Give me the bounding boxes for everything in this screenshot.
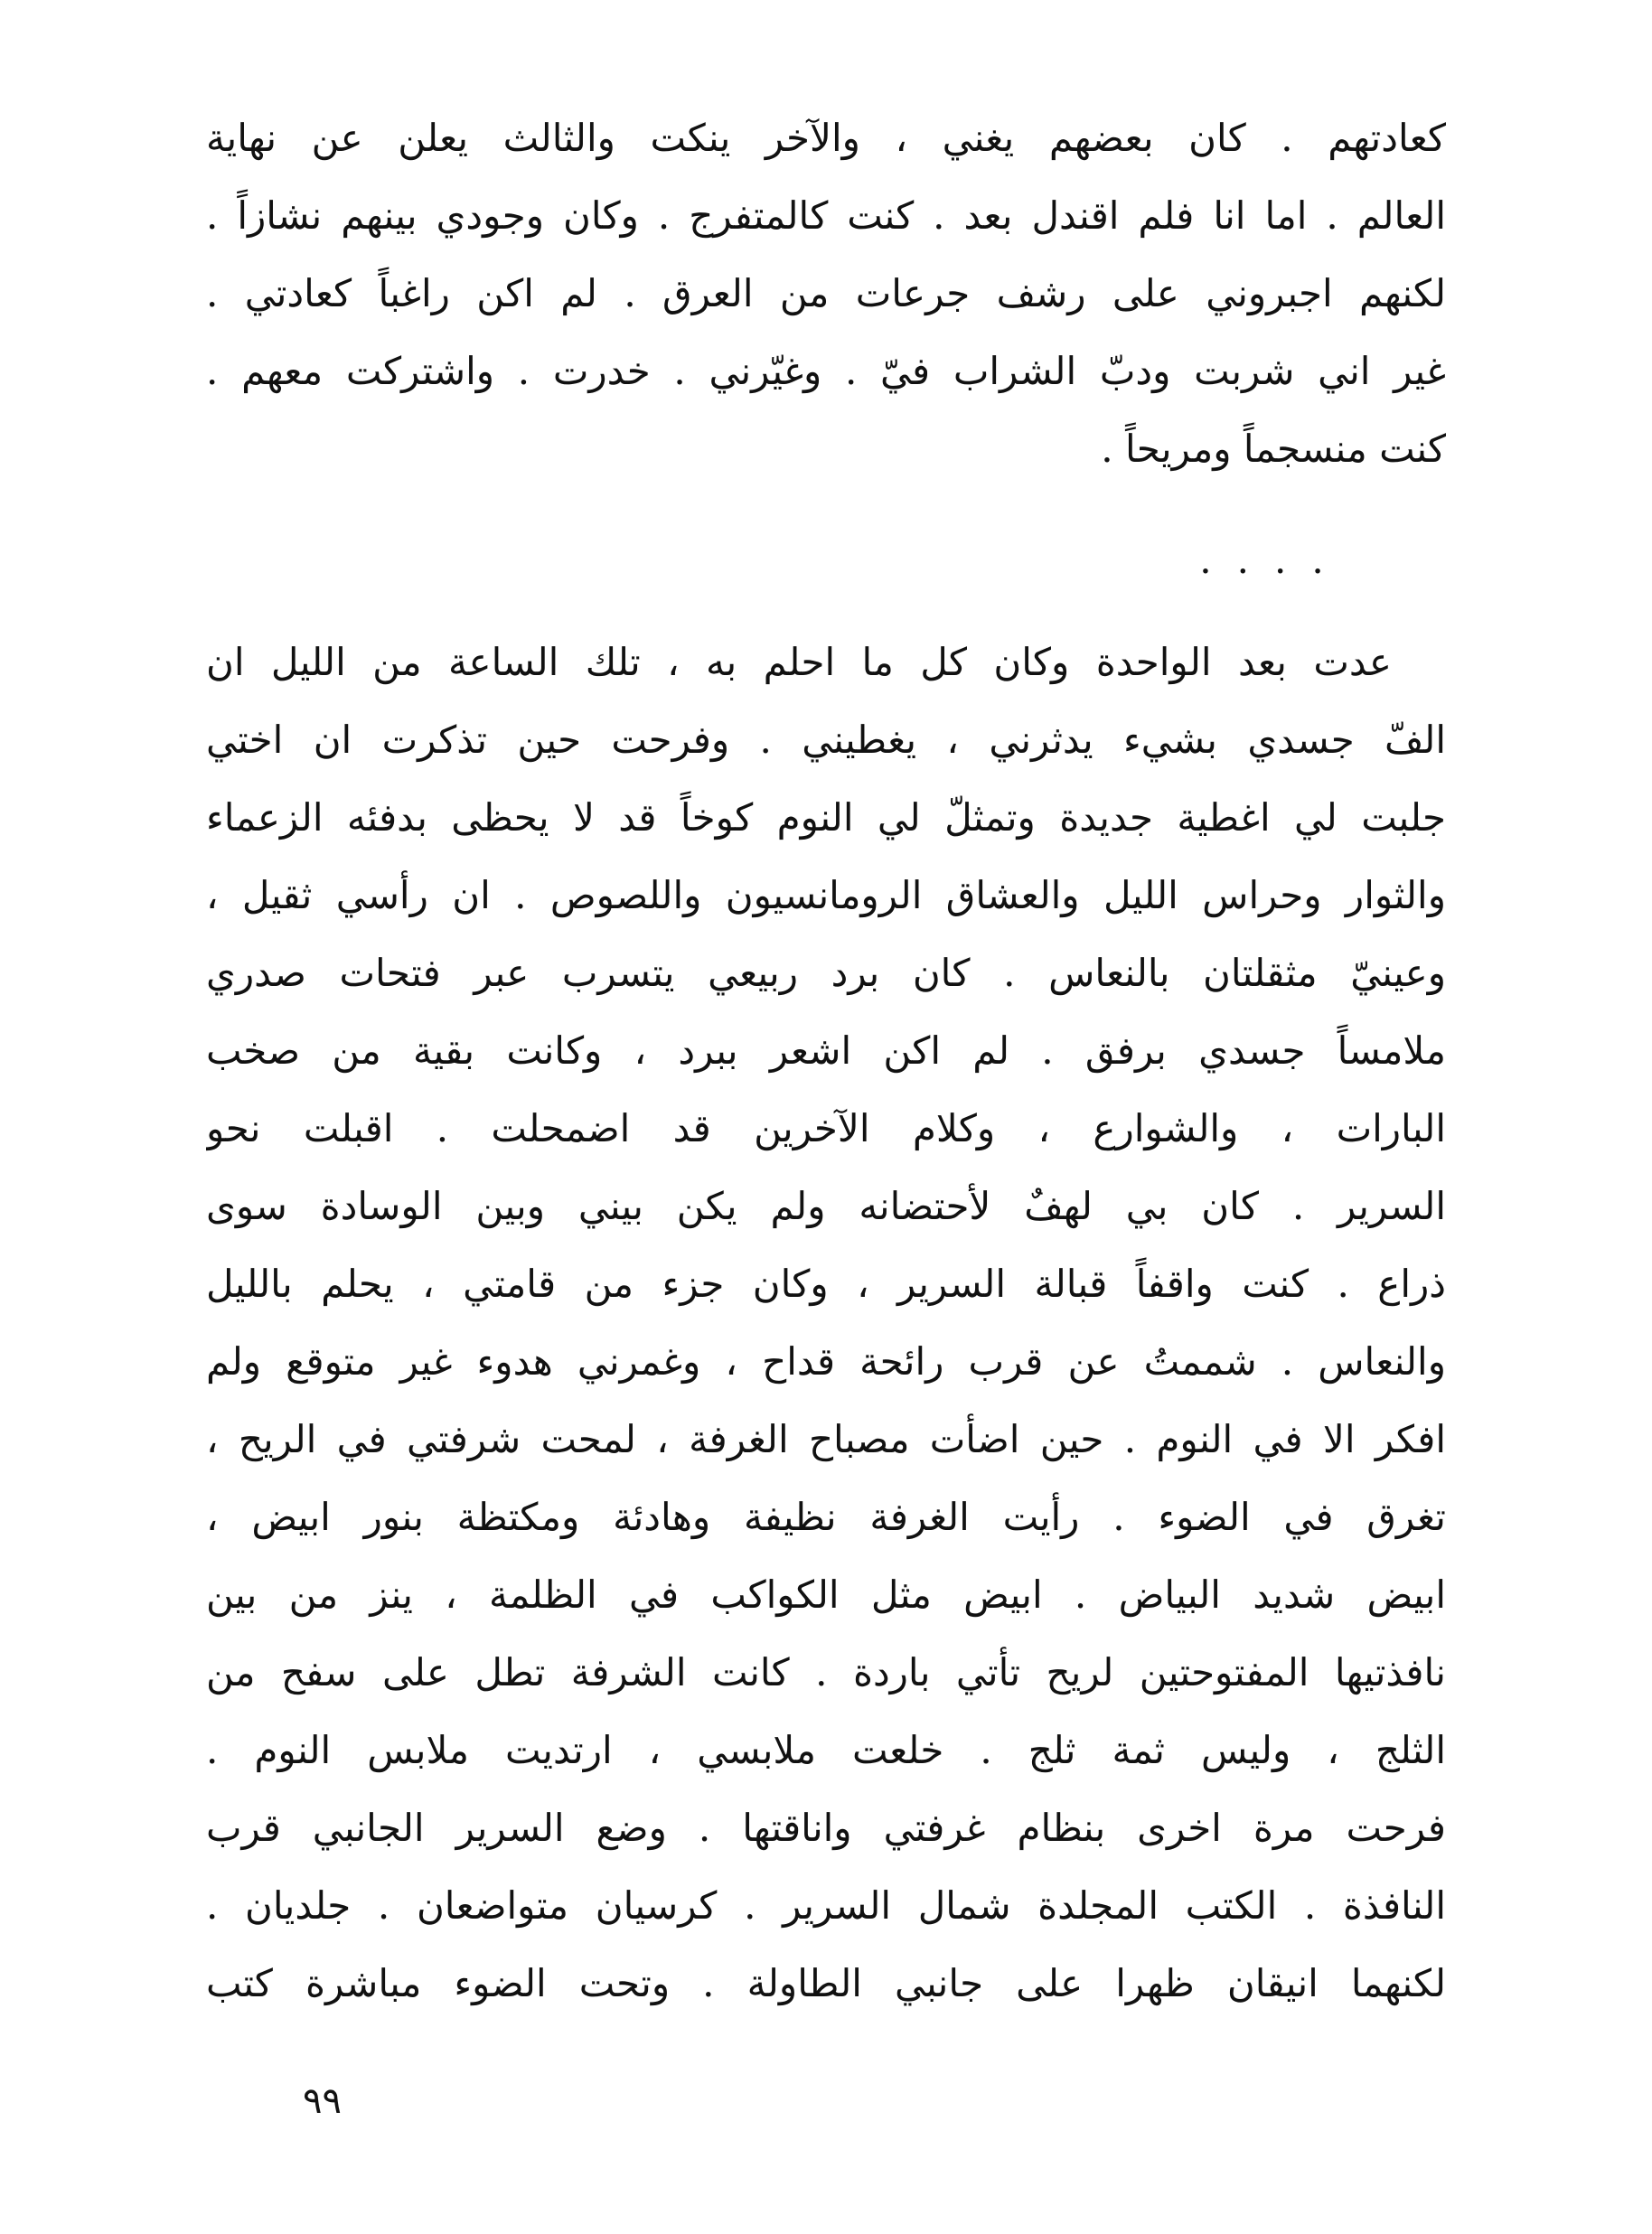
text-line: افكر الا في النوم . حين اضأت مصباح الغرفة ، لمحت شرفتي في الريح ،	[206, 1417, 1446, 1461]
text-line: النافذة . الكتب المجلدة شمال السرير . كرسيان متواضعان . جلديان .	[206, 1883, 1446, 1928]
text-line: ملامساً جسدي برفق . لم اكن اشعر ببرد ، وكانت بقية من صخب	[206, 1028, 1446, 1073]
text-line: فرحت مرة اخرى بنظام غرفتي واناقتها . وضع السرير الجانبي قرب	[206, 1806, 1446, 1850]
text-line: كعادتهم . كان بعضهم يغني ، والآخر ينكت والثالث يعلن عن نهاية	[206, 116, 1446, 160]
text-line: عدت بعد الواحدة وكان كل ما احلم به ، تلك الساعة من الليل ان	[206, 640, 1392, 684]
text-line: ذراع . كنت واقفاً قبالة السرير ، وكان جزء من قامتي ، يحلم بالليل	[206, 1262, 1446, 1306]
text-line: البارات ، والشوارع ، وكلام الآخرين قد اضمحلت . اقبلت نحو	[206, 1106, 1446, 1150]
text-line: ابيض شديد البياض . ابيض مثل الكواكب في الظلمة ، ينز من بين	[206, 1572, 1446, 1617]
text-line: وعينيّ مثقلتان بالنعاس . كان برد ربيعي يتسرب عبر فتحات صدري	[206, 951, 1446, 995]
text-line: تغرق في الضوء . رأيت الغرفة نظيفة وهادئة ومكتظة بنور ابيض ،	[206, 1495, 1446, 1539]
paragraph-main	[206, 624, 1446, 2023]
text-line: لكنهما انيقان ظهرا على جانبي الطاولة . وتحت الضوء مباشرة كتب	[206, 1961, 1446, 2005]
text-line: والثوار وحراس الليل والعشاق الرومانسيون واللصوص . ان رأسي ثقيل ،	[206, 873, 1446, 917]
paragraph-top	[206, 99, 1446, 488]
text-line: الفّ جسدي بشيء يدثرني ، يغطيني . وفرحت حين تذكرت ان اختي	[206, 718, 1446, 762]
text-line: غير اني شربت ودبّ الشراب فيّ . وغيّرني . خدرت . واشتركت معهم .	[206, 349, 1446, 393]
text-line: جلبت لي اغطية جديدة وتمثلّ لي النوم كوخاً قد لا يحظى بدفئه الزعماء	[206, 795, 1446, 840]
text-line: كنت منسجماً ومريحاً .	[1101, 427, 1446, 471]
text-line: نافذتيها المفتوحتين لريح تأتي باردة . كانت الشرفة تطل على سفح من	[206, 1650, 1446, 1694]
page-number: ٩٩	[303, 2080, 342, 2122]
text-line: العالم . اما انا فلم اقندل بعد . كنت كالمتفرج . وكان وجودي بينهم نشازاً .	[206, 193, 1446, 238]
text-line: السرير . كان بي لهفٌ لأحتضانه ولم يكن بيني وبين الوسادة سوى	[206, 1184, 1446, 1228]
text-line: الثلج ، وليس ثمة ثلج . خلعت ملابسي ، ارتديت ملابس النوم .	[206, 1728, 1446, 1772]
section-separator: ....	[1199, 538, 1349, 582]
text-line: والنعاس . شممتُ عن قرب رائحة قداح ، وغمرني هدوء غير متوقع ولم	[206, 1339, 1446, 1384]
text-line: لكنهم اجبروني على رشف جرعات من العرق . لم اكن راغباً كعادتي .	[206, 271, 1446, 315]
